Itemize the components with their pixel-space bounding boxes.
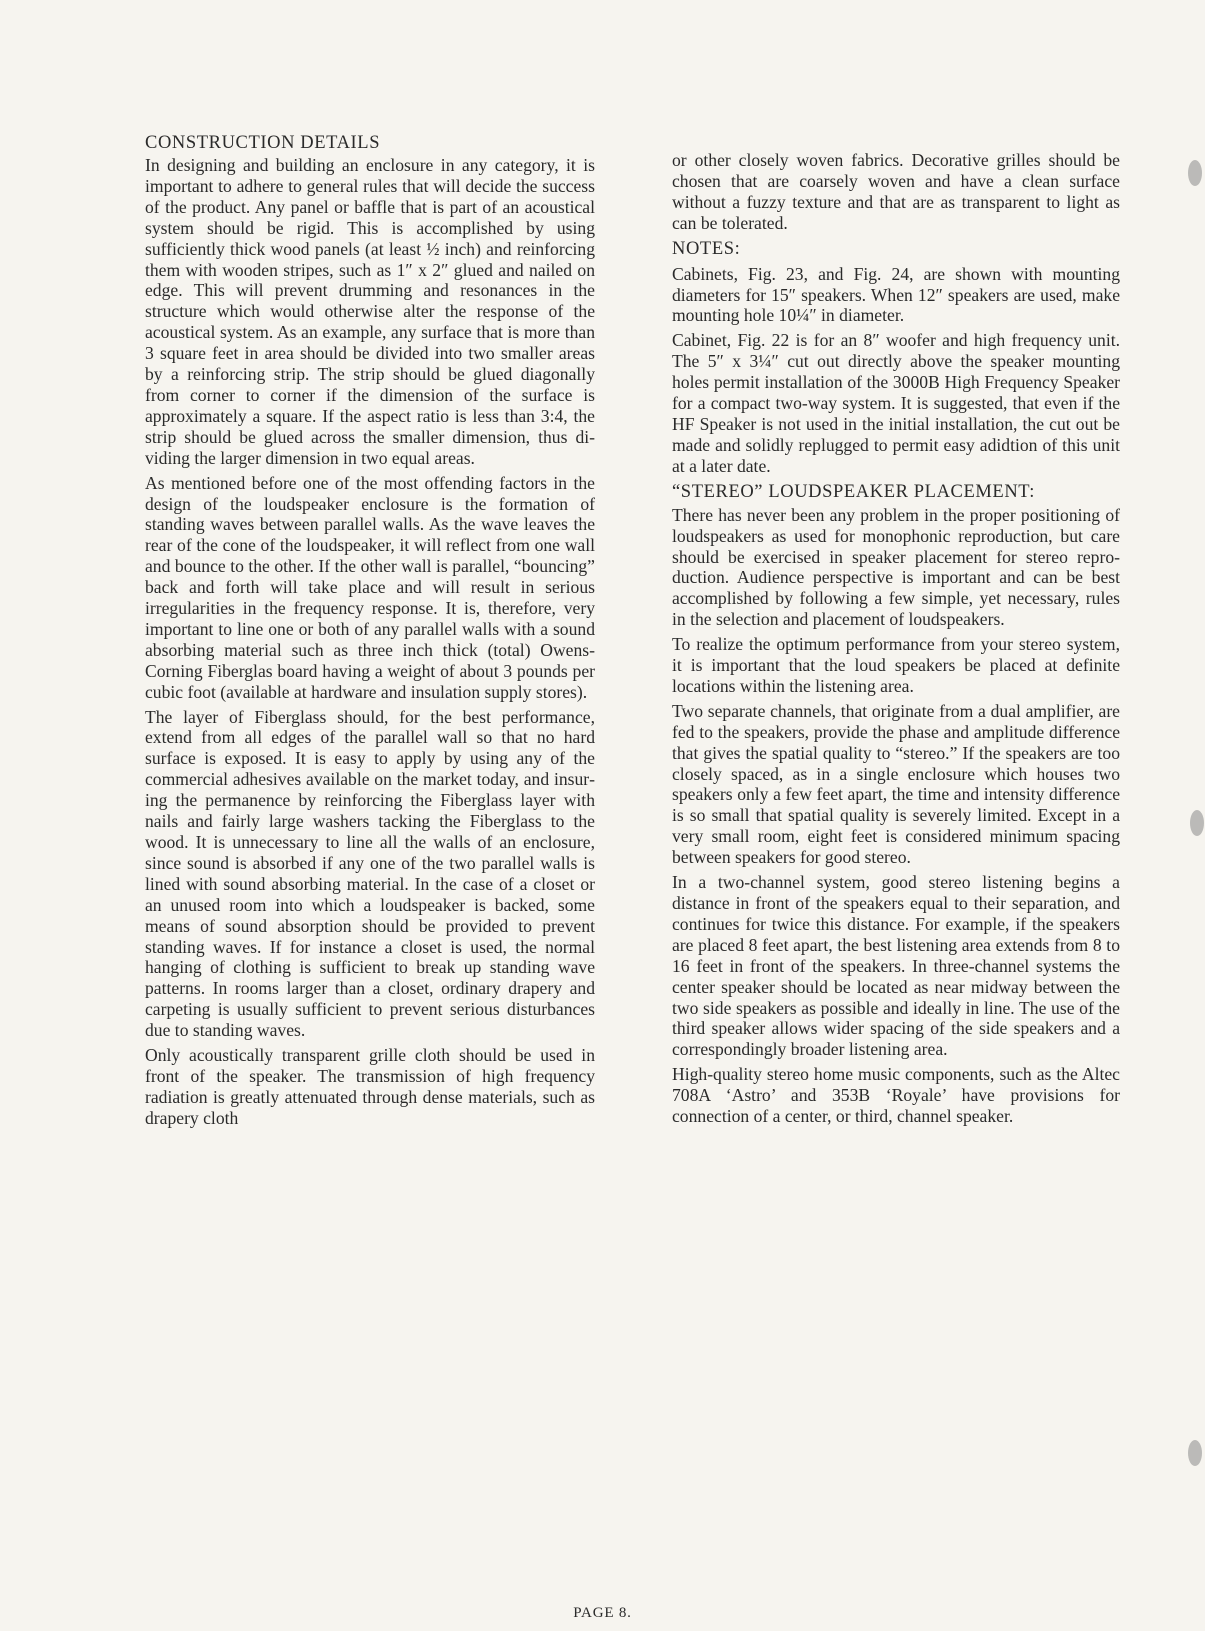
body-paragraph: There has never been any problem in the proper positioning of loudspeakers as used for monophonic reproduction, but care should be exercised in speaker placement for stereo reproduction. Audience perspective is important and can be best accomplished by following a few simple, yet necessary, rules in the selection and placement of loudspeakers. — [672, 504, 1120, 630]
body-paragraph: In a two-channel system, good stereo listening begins a distance in front of the speakers equal to their separation, and continues for twice this distance. For example, if the speakers are placed 8 feet apart, the best listening area extends from 8 to 16 feet in front of the speakers. In three-channel systems the center speaker should be located as near midway between the two side speakers as possible and ideally in line. The use of the third speaker allows wider spacing of the side speakers and a correspondingly broader listening area. — [672, 872, 1120, 1060]
binder-hole-mark — [1188, 1440, 1202, 1466]
body-paragraph: or other closely woven fabrics. Decorative grilles should be chosen that are coarsely woven and have a clean surface without a fuzzy texture and that are as transparent to light as can be tolerated. — [672, 150, 1120, 233]
stereo-placement-heading: “STEREO” LOUDSPEAKER PLACEMENT: — [672, 481, 1035, 502]
right-column — [672, 150, 1120, 1131]
body-paragraph: The layer of Fiberglass should, for the best performance, extend from all edges of the parallel wall so that no hard surface is exposed. It is easy to apply by using any of the commercial adhesives available on the market today, and insuring the permanence by reinforcing the Fiberglass layer with nails and fairly large washers tacking the Fiberglass to the wood. It is unnecessary to line all the walls of an enclosure, since sound is absorbed if any one of the two parallel walls is lined with sound absorbing material. In the case of a closet or an unused room into which a loudspeaker is backed, some means of sound absorption should be provided to prevent standing waves. If for instance a closet is used, the normal hanging of clothing is sufficient to break up standing wave patterns. In rooms larger than a closet, ordinary drapery and carpeting is usually sufficient to prevent serious disturbances due to standing waves. — [145, 706, 595, 1041]
note-paragraph: Cabinet, Fig. 22 is for an 8″ woofer and high frequency unit. The 5″ x 3¼″ cut out directly above the speaker mounting holes permit installation of the 3000B High Frequency Speaker for a compact two-way system. It is suggested, that even if the HF Speaker is not used in the initial installation, the cut out be made and solidly replugged to permit easy adidtion of this unit at a later date. — [672, 330, 1120, 476]
body-paragraph: High-quality stereo home music components, such as the Altec 708A ‘Astro’ and 353B ‘Royale’ have provisions for connection of a center, or third, channel speaker. — [672, 1064, 1120, 1127]
note-paragraph: Cabinets, Fig. 23, and Fig. 24, are shown with mounting diameters for 15″ speakers. When 12″ speakers are used, make mounting hole 10¼″ in diameter. — [672, 263, 1120, 326]
body-paragraph: Only acoustically transparent grille cloth should be used in front of the speaker. The transmission of high frequency radiation is greatly attenuated through dense materials, such as drapery cloth — [145, 1045, 595, 1128]
body-paragraph: Two separate channels, that originate from a dual amplifier, are fed to the speakers, provide the phase and amplitude difference that gives the spatial quality to “stereo.” If the speakers are too closely spaced, as in a single enclosure which houses two speakers only a few feet apart, the time and intensity difference is so small that spatial quality is severely limited. Except in a very small room, eight feet is considered minimum spacing between speakers for good stereo. — [672, 700, 1120, 868]
construction-details-heading: CONSTRUCTION DETAILS — [145, 133, 381, 153]
left-column — [145, 132, 595, 1133]
binder-hole-mark — [1190, 810, 1204, 836]
body-paragraph: In designing and building an enclosure in any category, it is important to adhere to general rules that will decide the success of the product. Any panel or baffle that is part of an acoustical system should be rigid. This is accomplished by using sufficiently thick wood panels (at least ½ inch) and reinforcing them with wooden stripes, such as 1″ x 2″ glued and nailed on edge. This will prevent drumming and resonances in the structure which would otherwise alter the response of the acoustical system. As an example, any surface that is more than 3 square feet in area should be divided into two smaller areas by a reinforcing strip. The strip should be glued diagonally from corner to corner if the dimension of the surface is approximately a square. If the aspect ratio is less than 3:4, the strip should be glued across the smaller dimension, thus dividing the larger dimension in two equal areas. — [145, 155, 595, 468]
binder-hole-mark — [1188, 160, 1202, 186]
body-paragraph: As mentioned before one of the most offending factors in the design of the loudspeaker enclosure is the formation of standing waves between parallel walls. As the wave leaves the rear of the cone of the loudspeaker, it will reflect from one wall and bounce to the other. If the other wall is parallel, “bouncing” back and forth will take place and will result in serious irregularities in the frequency response. It is, therefore, very important to line one or both of any parallel walls with a sound absorbing material such as three inch thick (total) Owens-Corning Fiberglas board having a weight of about 3 pounds per cubic foot (available at hardware and insulation supply stores). — [145, 472, 595, 702]
notes-heading: NOTES: — [672, 238, 741, 259]
page-number: PAGE 8. — [573, 1605, 632, 1621]
body-paragraph: To realize the optimum performance from your stereo system, it is important that the loud speakers be placed at definite locations within the listening area. — [672, 634, 1120, 696]
